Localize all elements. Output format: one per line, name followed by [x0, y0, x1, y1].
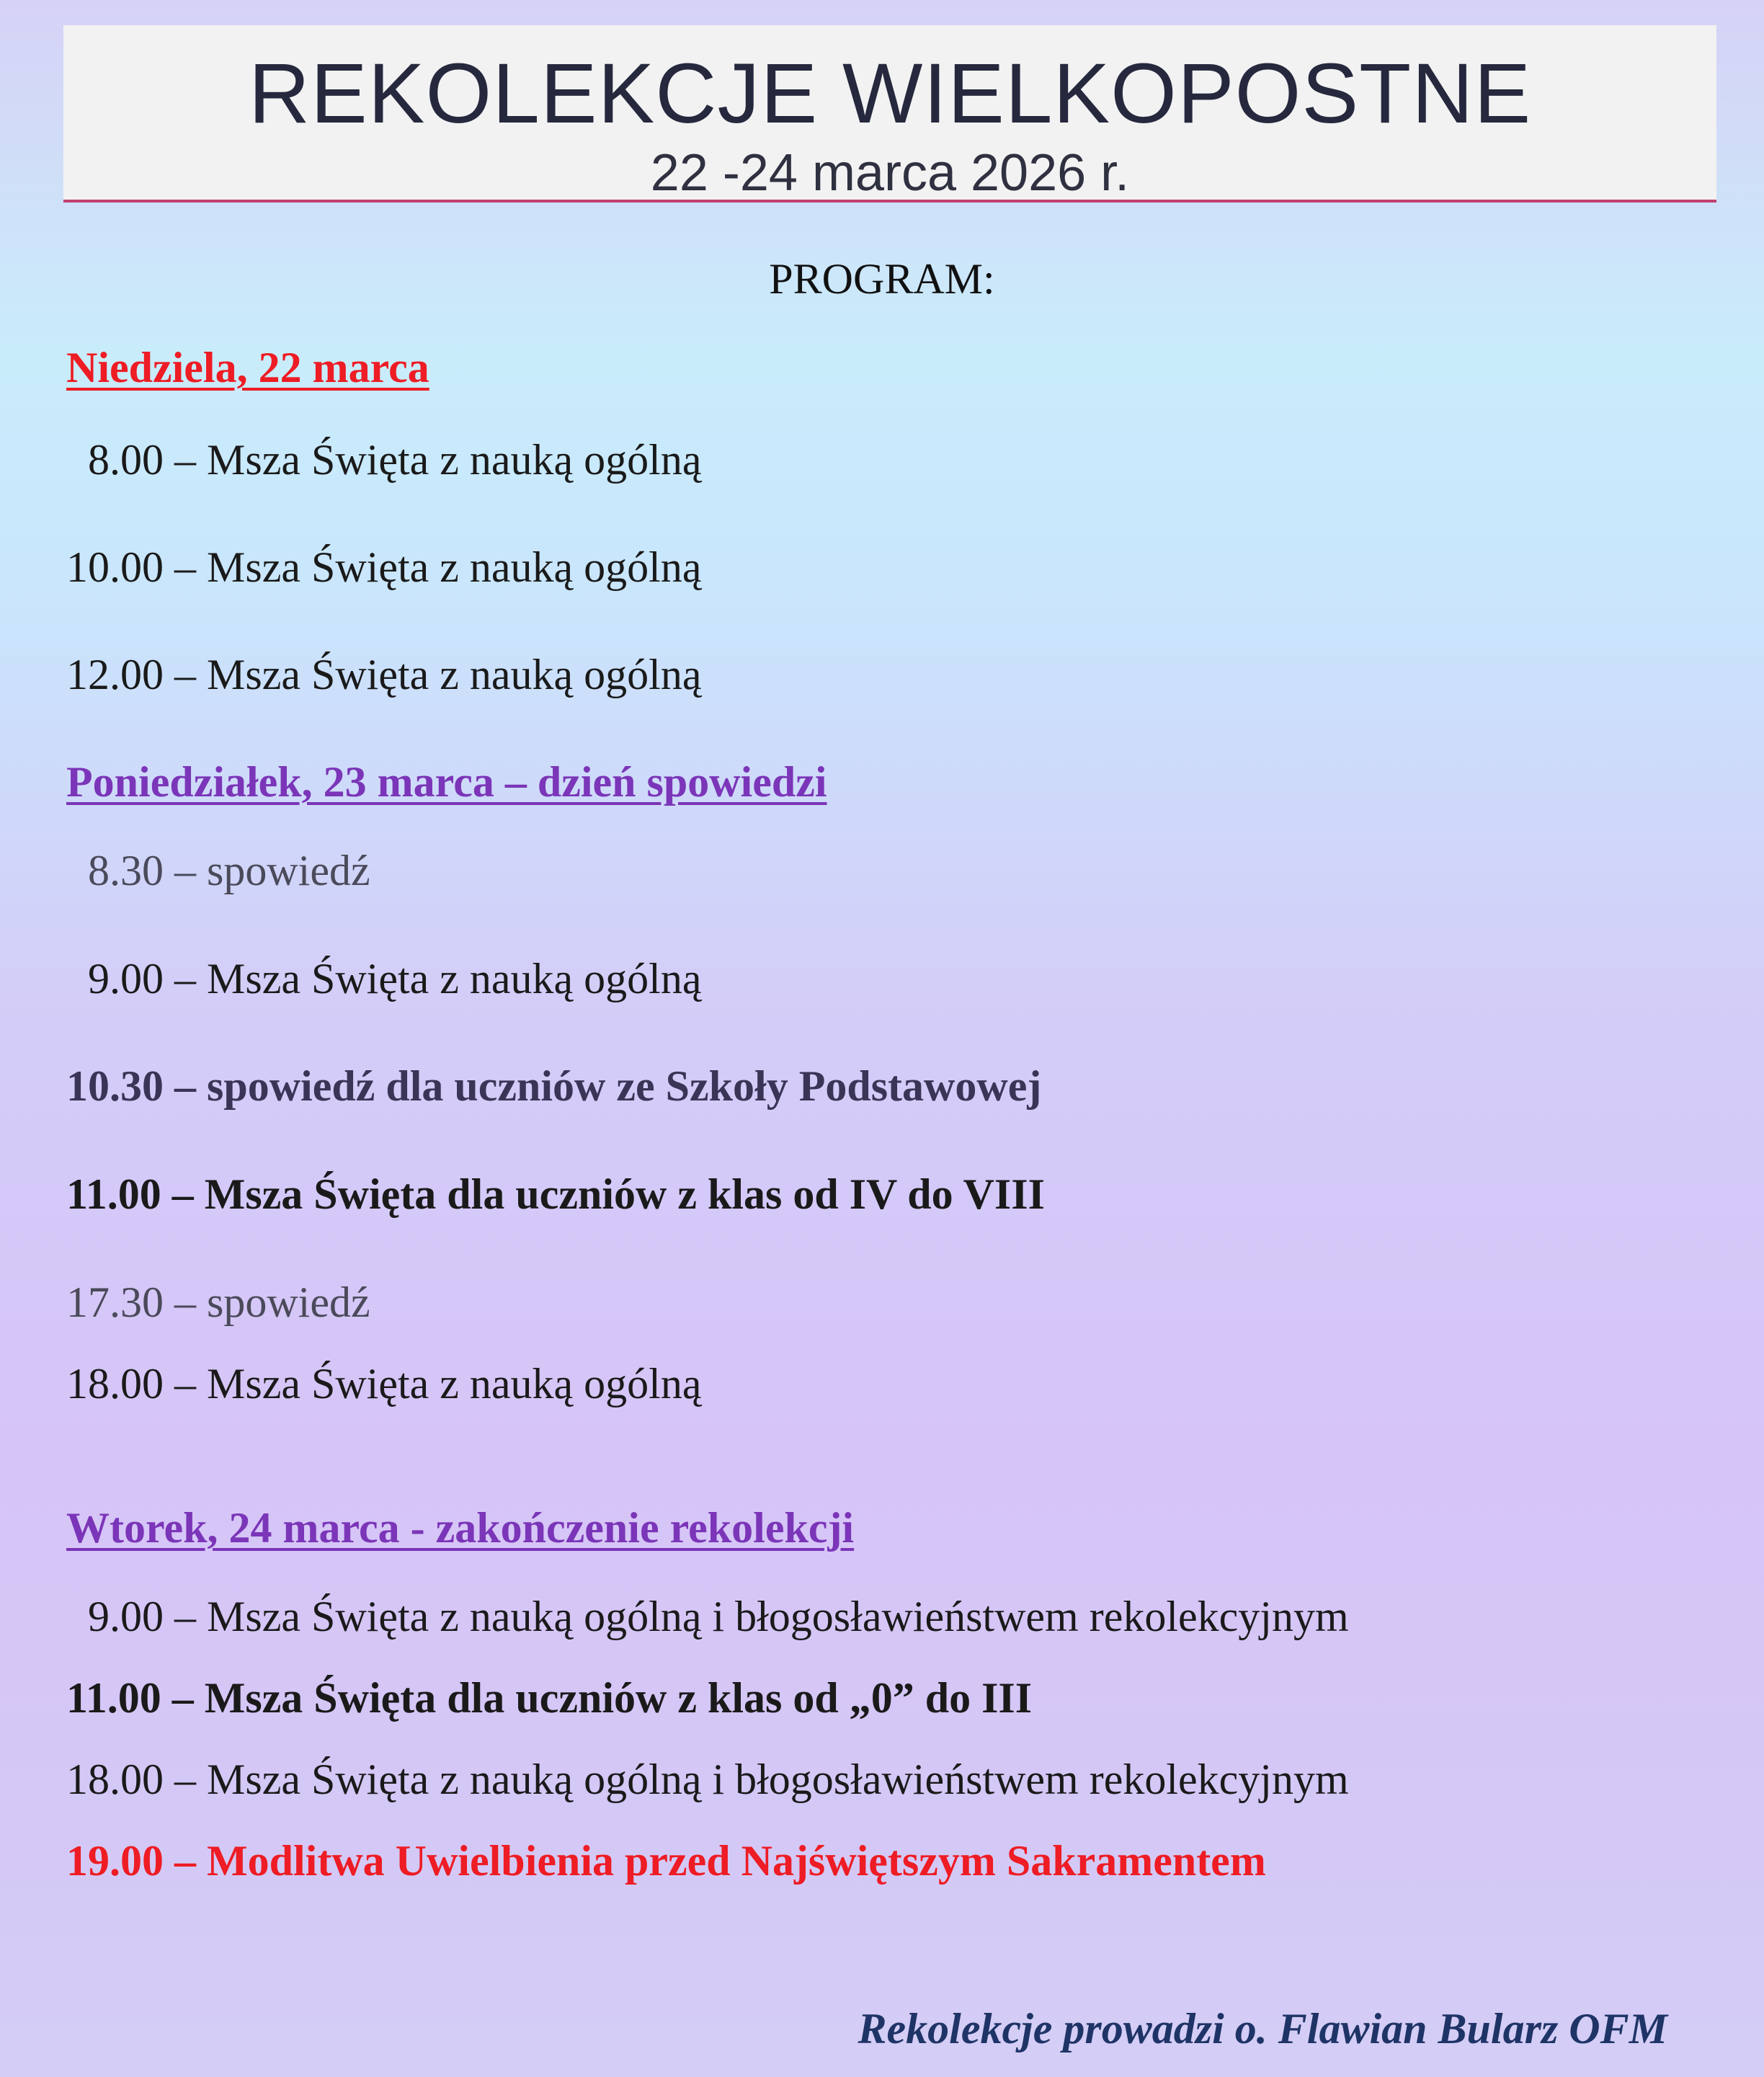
footer-signature: Rekolekcje prowadzi o. Flawian Bularz OFM [858, 2005, 1667, 2052]
schedule-item: 8.30 – spowiedź [88, 847, 370, 894]
schedule-item: 17.30 – spowiedź [66, 1278, 370, 1326]
schedule-item: 11.00 – Msza Święta dla uczniów z klas od IV do VIII [66, 1170, 1045, 1218]
schedule-item: 10.00 – Msza Święta z nauką ogólną [66, 543, 702, 591]
schedule-item: 8.00 – Msza Święta z nauką ogólną [88, 436, 702, 484]
schedule-item: 12.00 – Msza Święta z nauką ogólną [66, 651, 702, 698]
schedule-item: 9.00 – Msza Święta z nauką ogólną i błogosławieństwem rekolekcyjnym [88, 1593, 1349, 1640]
day-heading-sunday: Niedziela, 22 marca [66, 344, 429, 391]
header-banner [63, 25, 1716, 203]
schedule-item-highlight: 19.00 – Modlitwa Uwielbienia przed Najświętszym Sakramentem [66, 1837, 1266, 1885]
schedule-item: 11.00 – Msza Święta dla uczniów z klas od „0” do III [66, 1674, 1033, 1722]
program-label: PROGRAM: [769, 255, 995, 303]
schedule-item: 10.30 – spowiedź dla uczniów ze Szkoły Podstawowej [66, 1062, 1042, 1110]
page-title: REKOLEKCJE WIELKOPOSTNE [248, 46, 1532, 141]
schedule-item: 18.00 – Msza Święta z nauką ogólną i błogosławieństwem rekolekcyjnym [66, 1756, 1349, 1803]
schedule-item: 9.00 – Msza Święta z nauką ogólną [88, 955, 702, 1002]
date-range: 22 -24 marca 2026 r. [650, 144, 1130, 202]
schedule-item: 18.00 – Msza Święta z nauką ogólną [66, 1360, 702, 1407]
day-heading-tuesday: Wtorek, 24 marca - zakończenie rekolekcji [66, 1504, 855, 1552]
day-heading-monday: Poniedziałek, 23 marca – dzień spowiedzi [66, 758, 827, 806]
